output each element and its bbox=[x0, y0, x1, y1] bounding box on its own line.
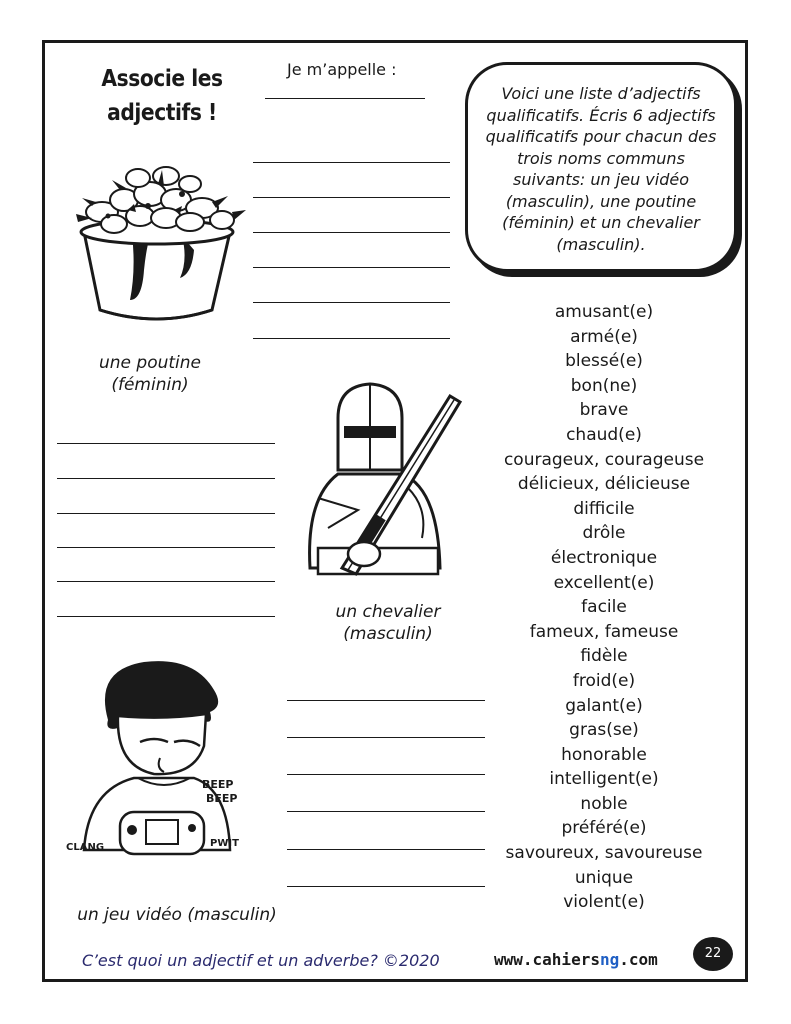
chevalier-answer-line-2[interactable] bbox=[57, 478, 275, 479]
adjective-item: blessé(e) bbox=[565, 351, 643, 372]
adjective-item: gras(se) bbox=[569, 720, 639, 741]
poutine-label: une poutine bbox=[99, 353, 201, 373]
adjective-list bbox=[490, 300, 718, 915]
adjective-item: chaud(e) bbox=[566, 424, 642, 445]
jeu-video-caption: un jeu vidéo (masculin) bbox=[77, 905, 277, 925]
adjective-item: drôle bbox=[582, 523, 626, 544]
url-end: .com bbox=[619, 950, 658, 969]
gamer-illustration bbox=[64, 650, 254, 880]
poutine-answer-line-2[interactable] bbox=[253, 197, 450, 198]
jeu-video-answer-line-3[interactable] bbox=[287, 774, 485, 775]
chevalier-gender: (masculin) bbox=[343, 624, 433, 644]
adjective-item: honorable bbox=[561, 744, 647, 765]
pwit-sound: PWIT bbox=[210, 838, 239, 849]
jeu-video-answer-line-6[interactable] bbox=[287, 886, 485, 887]
adjective-item: difficile bbox=[573, 498, 635, 519]
adjective-item: fidèle bbox=[580, 646, 628, 667]
jeu-video-answer-line-2[interactable] bbox=[287, 737, 485, 738]
poutine-illustration bbox=[62, 150, 252, 340]
beep-sound-1: BEEP bbox=[202, 778, 234, 791]
footer-book-title: C’est quoi un adjectif et un adverbe? ©2020 bbox=[82, 951, 440, 970]
poutine-gender: (féminin) bbox=[111, 375, 189, 395]
poutine-answer-line-3[interactable] bbox=[253, 232, 450, 233]
adjective-item: préféré(e) bbox=[561, 818, 647, 839]
adjective-item: excellent(e) bbox=[553, 572, 655, 593]
jeu-video-answer-line-5[interactable] bbox=[287, 849, 485, 850]
chevalier-answer-line-5[interactable] bbox=[57, 581, 275, 582]
name-label: Je m’appelle : bbox=[287, 60, 397, 79]
adjective-item: facile bbox=[581, 597, 627, 618]
clang-sound: CLANG bbox=[66, 842, 105, 853]
footer-website-link[interactable] bbox=[494, 950, 658, 969]
adjective-item: amusant(e) bbox=[554, 302, 654, 322]
chevalier-label: un chevalier bbox=[335, 602, 441, 622]
adjective-item: violent(e) bbox=[563, 892, 645, 913]
poutine-answer-line-6[interactable] bbox=[253, 338, 450, 339]
jeu-video-answer-line-1[interactable] bbox=[287, 700, 485, 701]
adjective-item: savoureux, savoureuse bbox=[505, 843, 703, 864]
worksheet-title: Associe les adjectifs ! bbox=[101, 66, 223, 126]
adjective-item: électronique bbox=[550, 547, 658, 568]
knight-illustration bbox=[298, 378, 468, 583]
page-number-badge: 22 bbox=[693, 937, 733, 971]
instructions-bubble bbox=[465, 62, 737, 272]
chevalier-answer-line-6[interactable] bbox=[57, 616, 275, 617]
adjective-item: intelligent(e) bbox=[549, 769, 659, 790]
url-accent: ng bbox=[599, 950, 620, 969]
adjective-item: noble bbox=[580, 793, 628, 814]
poutine-caption bbox=[90, 352, 210, 396]
adjective-item: bon(ne) bbox=[570, 375, 638, 396]
chevalier-caption bbox=[318, 601, 458, 645]
adjective-item: brave bbox=[579, 400, 629, 421]
poutine-answer-line-5[interactable] bbox=[253, 302, 450, 303]
chevalier-answer-line-4[interactable] bbox=[57, 547, 275, 548]
adjective-item: délicieux, délicieuse bbox=[517, 474, 691, 495]
adjective-item: fameux, fameuse bbox=[529, 621, 679, 642]
name-answer-line[interactable] bbox=[265, 98, 425, 99]
adjective-item: armé(e) bbox=[570, 326, 638, 347]
poutine-answer-line-4[interactable] bbox=[253, 267, 450, 268]
chevalier-answer-line-3[interactable] bbox=[57, 513, 275, 514]
poutine-answer-line-1[interactable] bbox=[253, 162, 450, 163]
beep-sound-2: BEEP bbox=[206, 792, 238, 805]
chevalier-answer-line-1[interactable] bbox=[57, 443, 275, 444]
jeu-video-answer-line-4[interactable] bbox=[287, 811, 485, 812]
adjective-item: unique bbox=[574, 867, 634, 888]
url-main: www.cahiers bbox=[494, 950, 600, 969]
adjective-item: froid(e) bbox=[572, 670, 636, 691]
instructions-text: Voici une liste d’adjectifs qualificatifs. Écris 6 adjectifs qualificatifs pour chacun des trois noms communs suivants: un jeu vidéo (masculin), une poutine (féminin) et un chevalier (masculin). bbox=[485, 84, 717, 254]
adjective-item: courageux, courageuse bbox=[503, 449, 705, 470]
adjective-item: galant(e) bbox=[565, 695, 643, 716]
